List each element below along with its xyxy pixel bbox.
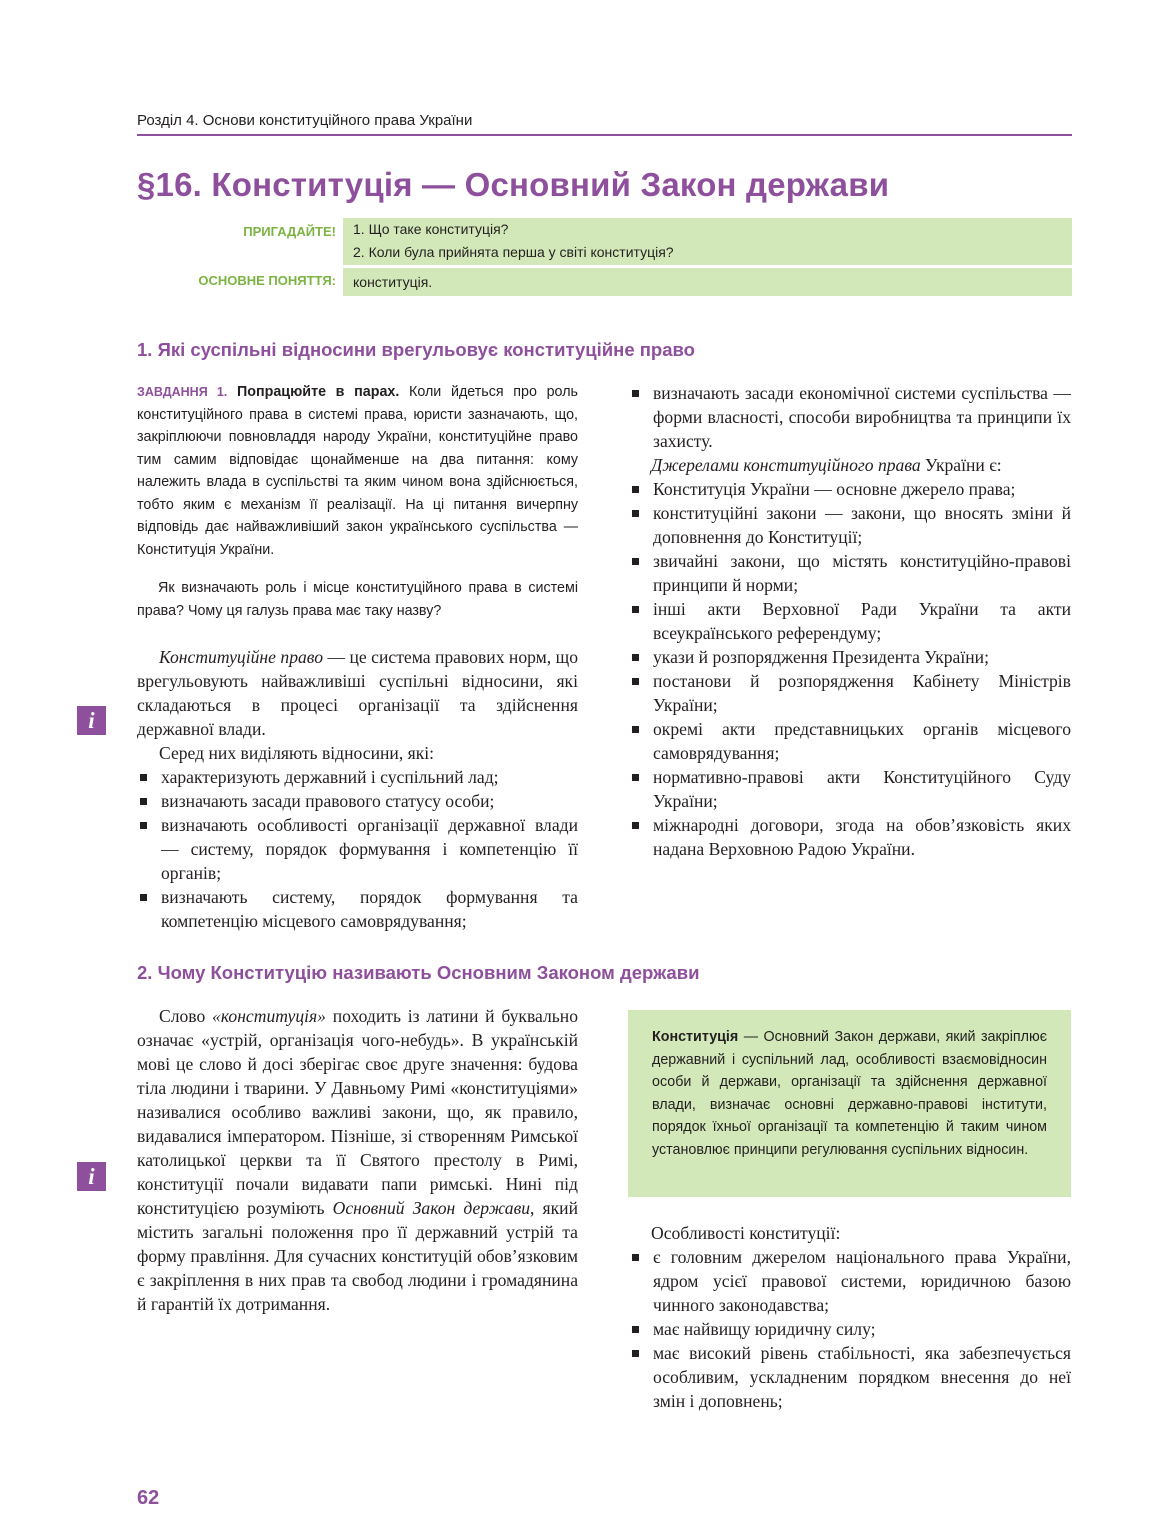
list-item: конституційні закони — закони, що вносять зміни й доповнення до Конституції; (629, 501, 1071, 549)
recall-question-1: 1. Що таке конституція? (353, 221, 509, 237)
header-rule (137, 134, 1072, 136)
list-item: укази й розпорядження Президента України; (629, 645, 1071, 669)
task-question: Як визначають роль і місце конституційного права в системі права? Чому ця галузь права має таку назву? (137, 580, 578, 619)
term-basic-law: Основний Закон держави (332, 1198, 531, 1218)
section-1-right-column (629, 381, 1071, 861)
info-icon: i (77, 1162, 106, 1191)
concept-label: ОСНОВНЕ ПОНЯТТЯ: (198, 273, 336, 288)
list-item: звичайні закони, що містять конституційно-правові принципи й норми; (629, 549, 1071, 597)
task-text: Коли йдеться про роль конституційного права в системі права, юристи зазначають, що, закріплюючи повновладдя народу України, конституційне право тим самим відповідає щонайменше на два питання: кому належить влада в суспільстві та яким чином вона здійснюється, тобто яким є механізм її реалізації. На ці питання вичерпну відповідь дає найважливіший закон українського суспільства — Конституція України. (137, 384, 578, 558)
list-item: Конституція України — основне джерело права; (629, 477, 1071, 501)
running-header: Розділ 4. Основи конституційного права України (137, 112, 473, 129)
definition-text: — це система правових норм, що врегульовують найважливіші суспільні відносини, які складаються в процесі організації та здійснення державної влади. (137, 647, 579, 739)
term-konstytutsiia: «конституція» (212, 1006, 326, 1026)
list-item: інші акти Верховної Ради України та акти всеукраїнського референдуму; (629, 597, 1071, 645)
concept-box: конституція. (343, 268, 1072, 296)
page-number: 62 (137, 1487, 160, 1509)
definition-term: Конституційне право (159, 647, 323, 667)
list-item: характеризують державний і суспільний лад; (137, 765, 578, 789)
features-list (629, 1245, 1071, 1413)
section-1-heading: 1. Які суспільні відносини врегульовує конституційне право (137, 339, 695, 360)
section-2-left-column (137, 1004, 578, 1316)
sources-intro-text: України є: (920, 455, 1002, 475)
task-bold: Попрацюйте в парах. (236, 384, 400, 400)
section-2-heading: 2. Чому Конституцію називають Основним Законом держави (137, 962, 700, 983)
list-item: має високий рівень стабільності, яка забезпечується особливим, ускладненим порядком внесення до неї змін і доповнень; (629, 1341, 1071, 1413)
section-1-left-column (137, 645, 578, 933)
sources-list (629, 477, 1071, 861)
task-block (137, 381, 578, 561)
info-icon: i (77, 706, 106, 735)
section-2-right-column (629, 1221, 1071, 1413)
definition-box-term: Конституція (652, 1029, 739, 1045)
list-item: визначають засади економічної системи суспільства — форми власності, способи виробництва та принципи їх захисту. (629, 381, 1071, 453)
paragraph-text: , який містить загальні положення про її державний устрій та форму правління. Для сучасних конституцій обов’язковим є закріплення в них прав та свобод людини і громадянина й гарантій їх дотримання. (137, 1198, 578, 1314)
page-title: §16. Конституція — Основний Закон держави (137, 166, 890, 203)
recall-question-2: 2. Коли була прийнята перша у світі конституція? (353, 244, 674, 260)
list-item: має найвищу юридичну силу; (629, 1317, 1071, 1341)
paragraph-text: Слово (159, 1006, 213, 1026)
recall-box (343, 218, 1072, 265)
relations-intro: Серед них виділяють відносини, які: (159, 743, 435, 763)
paragraph-text: походить із латини й буквально означає «устрій, організація чого-небудь». В українській мові це слово й досі зберігає своє друге значення: будова тіла людини і тварини. У Давньому Римі «конституціями» називалися особливо важливі закони, що, як правило, видавалися імператором. Пізніше, зі створенням Римської католицької церкви та її Святого престолу в Римі, конституції почали видавати папи римські. Нині під конституцією розуміють (137, 1006, 578, 1218)
definition-paragraph (137, 645, 578, 741)
list-item: нормативно-правові акти Конституційного Суду України; (629, 765, 1071, 813)
relations-list (137, 765, 578, 933)
list-item: визначають засади правового статусу особи; (137, 789, 578, 813)
list-item: визначають особливості організації державної влади — систему, порядок формування і компетенцію її органів; (137, 813, 578, 885)
recall-label: ПРИГАДАЙТЕ! (243, 224, 336, 239)
definition-box (628, 1010, 1071, 1197)
relations-list-continued (629, 381, 1071, 453)
features-intro: Особливості конституції: (651, 1223, 841, 1243)
task-label: ЗАВДАННЯ 1. (137, 385, 228, 399)
list-item: міжнародні договори, згода на обов’язковість яких надана Верховною Радою України. (629, 813, 1071, 861)
list-item: визначають систему, порядок формування та компетенцію місцевого самоврядування; (137, 885, 578, 933)
etymology-paragraph (137, 1004, 578, 1316)
definition-box-text: — Основний Закон держави, який закріплює державний і суспільний лад, особливості взаємовідносин особи й держави, організації та здійснення державної влади, визначає основні державно-правові інститути, порядок їхньої організації та компетенцію й таким чином установлює принципи регулювання суспільних відносин. (652, 1029, 1047, 1158)
list-item: окремі акти представницьких органів місцевого самоврядування; (629, 717, 1071, 765)
sources-intro (629, 453, 1071, 477)
list-item: є головним джерелом національного права України, ядром усієї правової системи, юридичною базою чинного законодавства; (629, 1245, 1071, 1317)
sources-term: Джерелами конституційного права (651, 455, 921, 475)
list-item: постанови й розпорядження Кабінету Міністрів України; (629, 669, 1071, 717)
